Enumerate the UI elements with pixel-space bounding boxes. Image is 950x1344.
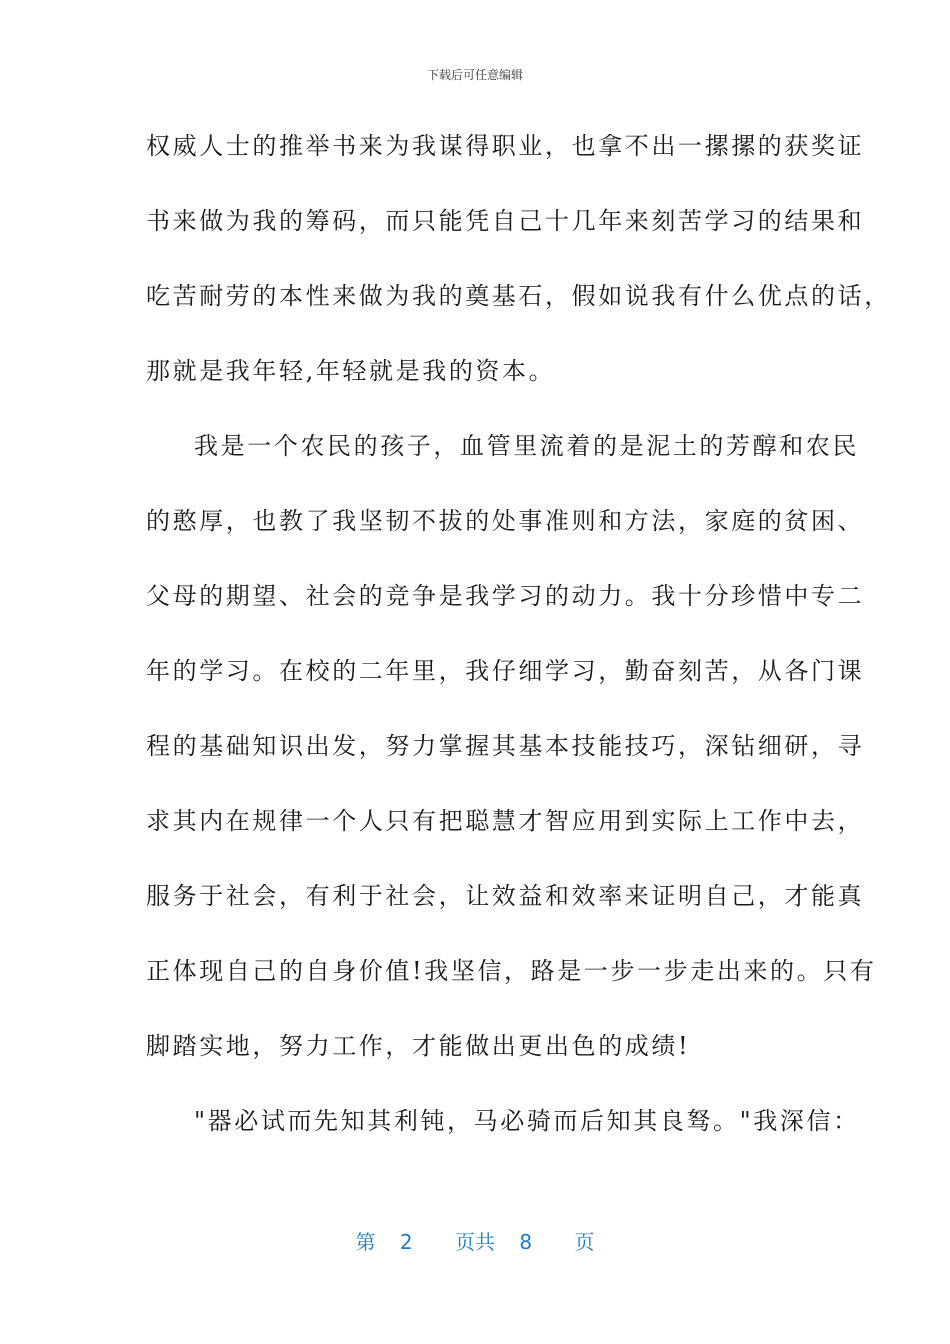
body-line: 的憨厚，也教了我坚韧不拔的处事准则和方法，家庭的贫困、	[146, 507, 865, 535]
body-line: 那就是我年轻,年轻就是我的资本。	[146, 357, 556, 385]
body-line: 正体现自己的自身价值!我坚信，路是一步一步走出来的。只有	[146, 957, 877, 985]
total-pages-number: 8	[519, 1230, 533, 1254]
body-line: 程的基础知识出发，努力掌握其基本技能技巧，深钻细研，寻	[146, 732, 865, 760]
body-line: 服务于社会，有利于社会，让效益和效率来证明自己，才能真	[146, 882, 865, 910]
footer-suffix: 页	[574, 1230, 595, 1254]
body-line: "器必试而先知其利钝，马必骑而后知其良驽。"我深信：	[194, 1107, 860, 1135]
page-footer	[0, 1226, 950, 1255]
document-body	[146, 128, 891, 1178]
current-page-number: 2	[399, 1230, 413, 1254]
page-header: 下载后可任意编辑	[426, 68, 523, 82]
body-line: 求其内在规律一个人只有把聪慧才智应用到实际上工作中去，	[146, 807, 865, 835]
body-line: 父母的期望、社会的竞争是我学习的动力。我十分珍惜中专二	[146, 582, 865, 610]
body-line: 吃苦耐劳的本性来做为我的奠基石，假如说我有什么优点的话，	[146, 282, 891, 310]
body-line: 脚踏实地，努力工作，才能做出更出色的成绩!	[146, 1032, 691, 1060]
body-line: 书来做为我的筹码，而只能凭自己十几年来刻苦学习的结果和	[146, 207, 865, 235]
footer-middle: 页共	[455, 1230, 495, 1254]
body-line: 年的学习。在校的二年里，我仔细学习，勤奋刻苦，从各门课	[146, 657, 865, 685]
body-line: 我是一个农民的孩子，血管里流着的是泥土的芳醇和农民	[194, 432, 859, 460]
body-line: 权威人士的推举书来为我谋得职业，也拿不出一摞摞的获奖证	[146, 132, 865, 160]
footer-prefix: 第	[355, 1230, 376, 1254]
